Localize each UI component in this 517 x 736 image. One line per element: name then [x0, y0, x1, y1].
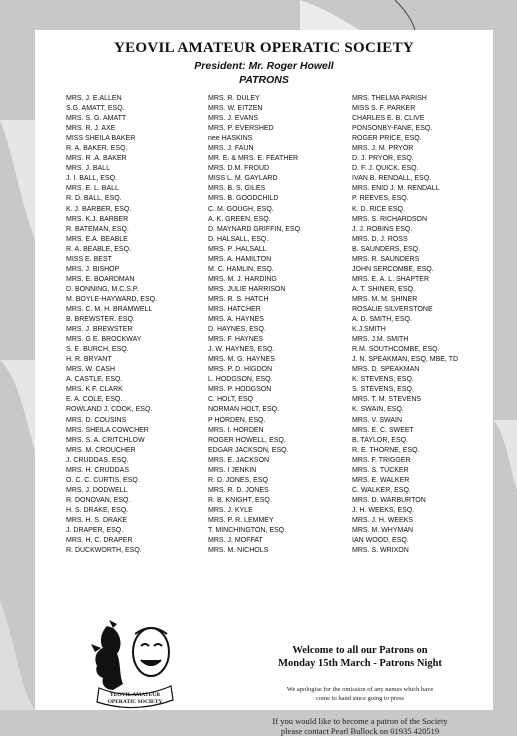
patron-name: MRS. R. J. AXE — [66, 125, 116, 133]
patron-name: K. STEVENS, ESQ. — [352, 376, 414, 384]
patron-name: A. T. SHINER, ESQ. — [352, 285, 415, 293]
patron-name: MRS. J. FAUN — [208, 145, 254, 153]
patron-name: O. C. C. CURTIS, ESQ. — [66, 476, 140, 484]
patrons-column-1 — [66, 94, 157, 556]
patron-name: R. B. KNIGHT, ESQ. — [208, 496, 272, 504]
patron-name: MRS. P. R. LEMMEY — [208, 516, 274, 524]
patron-name: H. R. BRYANT — [66, 356, 112, 364]
patron-name: H. S. DRAKE, ESQ. — [66, 506, 129, 514]
patron-name: J. I. BALL, ESQ. — [66, 175, 117, 183]
patron-name: S.G. AMATT, ESQ. — [66, 105, 125, 113]
patron-name: A. K. GREEN, ESQ. — [208, 215, 271, 223]
patron-name: ROSALIE SILVERSTONE — [352, 305, 433, 313]
patron-name: T. MINCHINGTON, ESQ. — [208, 527, 287, 535]
patron-name: MRS. S. A. CRITCHLOW — [66, 436, 145, 444]
patron-name: C. M. GOUGH, ESQ. — [208, 205, 274, 213]
patron-name: B. SAUNDERS, ESQ. — [352, 245, 421, 253]
patron-name: PONSONBY-FANE, ESQ. — [352, 125, 433, 133]
patron-name: J. J. ROBINS ESQ. — [352, 225, 413, 233]
patron-name: MISS L. M. GAYLARD — [208, 175, 278, 183]
patron-name: MRS. D. COUSINS — [66, 416, 127, 424]
patron-name: MRS. R. SAUNDERS — [352, 255, 420, 263]
patron-name: M. BOYLE-HAYWARD, ESQ. — [66, 295, 158, 303]
patron-name: MRS. B. S. GILES — [208, 185, 266, 193]
patron-name: MRS. S. WRIXON — [352, 547, 409, 555]
patron-name: MRS. S. TUCKER — [352, 466, 409, 474]
patron-name: MRS. M. WHYMAN — [352, 527, 414, 535]
patron-name: P. REEVES, ESQ. — [352, 195, 409, 203]
patron-name: A. D. SMITH, ESQ. — [352, 316, 412, 324]
patron-name: MRS. T. M. STEVENS — [352, 396, 422, 404]
society-title: YEOVIL AMATEUR OPERATIC SOCIETY — [113, 40, 415, 56]
patron-name: MRS. THELMA PARISH — [352, 95, 427, 102]
patron-name: ROGER PRICE, ESQ. — [352, 135, 422, 143]
crest-text-top: YEOVIL AMATEUR — [109, 692, 161, 698]
patron-name: MRS. E. BOARDMAN — [66, 275, 135, 283]
patron-name: MRS. JULIE HARRISON — [208, 285, 286, 293]
patron-name: MISS S. F. PARKER — [352, 105, 416, 113]
patron-name: MRS. H. S. DRAKE — [66, 516, 128, 524]
patron-name: MRS. R. S. HATCH — [208, 295, 269, 303]
patron-name: C. WALKER, ESQ. — [352, 486, 411, 494]
patron-name: R.M. SOUTHCOMBE, ESQ. — [352, 346, 440, 354]
patrons-column-2 — [208, 94, 302, 556]
welcome-line-2: Monday 15th March - Patrons Night — [278, 658, 442, 669]
patron-name: R. A. BAKER, ESQ. — [66, 145, 128, 153]
patron-name: J. N. SPEAKMAN, ESQ, MBE, TD — [352, 356, 459, 364]
patron-name: MRS. HATCHER — [208, 305, 261, 313]
patron-name: MRS. R. D. JONES — [208, 486, 269, 494]
crest-text-bottom: OPERATIC SOCIETY — [107, 699, 163, 705]
patron-name: MRS. S. RICHARDSON — [352, 215, 428, 223]
patron-name: C. HOLT, ESQ — [208, 396, 253, 404]
apology-line-2: come to hand since going to press — [315, 694, 405, 702]
patron-name: MRS. P .HALSALL — [208, 245, 267, 253]
patron-name: MRS. R .A. BAKER — [66, 155, 127, 163]
patron-name: E. A. COLE, ESQ. — [66, 396, 123, 404]
patron-name: MRS. ENID J. M. RENDALL — [352, 185, 440, 193]
patron-name: MISS SHEILA BAKER — [66, 135, 136, 143]
patron-name: D. HALSALL, ESQ. — [208, 235, 269, 243]
patron-name: R. A. BEABLE, ESQ. — [66, 245, 131, 253]
patron-name: S. E. BURCH, ESQ. — [66, 346, 129, 354]
patron-name: R. DONOVAN, ESQ. — [66, 496, 131, 504]
patron-name: MRS. G E. BROCKWAY — [66, 336, 142, 344]
patron-name: MRS. J. DODWELL — [66, 486, 128, 494]
patron-name: MRS. I. HORDEN — [208, 426, 264, 434]
patron-name: MRS. P. D. HIGDON — [208, 366, 273, 374]
patron-name: MRS. J. EVANS — [208, 115, 259, 123]
patron-name: K.J.SMITH — [352, 326, 386, 334]
patron-name: L. HODGSON, ESQ. — [208, 376, 273, 384]
contact-note — [225, 716, 495, 736]
patron-name: MRS. M. J. HARDING — [208, 275, 277, 283]
patron-name: MRS. E. WALKER — [352, 476, 410, 484]
patron-name: MRS. K F. CLARK — [66, 386, 123, 394]
patron-name: MRS. I JENKIN — [208, 466, 257, 474]
patron-name: D. F. J. QUICK, ESQ. — [352, 165, 419, 173]
patron-name: D. BONNING, M.C.S.P. — [66, 285, 139, 293]
patron-name: MRS. M. NICHOLS — [208, 547, 269, 555]
patron-name: ROGER HOWELL, ESQ. — [208, 436, 286, 444]
patron-name: K. D. RICE ESQ. — [352, 205, 405, 213]
contact-line-1: If you would like to become a patron of the Society — [272, 716, 448, 726]
patron-name: MRS. J. KYLE — [208, 506, 253, 514]
apology-note — [225, 686, 495, 703]
patron-name: MRS. F. HAYNES — [208, 336, 264, 344]
patron-name: MRS. J.M. SMITH — [352, 336, 409, 344]
patron-name: MRS. D. WARBURTON — [352, 496, 426, 504]
patron-name: JOHN SERCOMBE, ESQ. — [352, 265, 434, 273]
patron-name: MRS. A. HAYNES — [208, 316, 264, 324]
president-line: President: Mr. Roger Howell — [194, 60, 334, 72]
patron-name: MRS. P. HODGSON — [208, 386, 272, 394]
patron-name: MRS. H. C. DRAPER — [66, 537, 133, 545]
patron-name: J. DRAPER, ESQ. — [66, 527, 124, 535]
patron-name: ROWLAND J. COOK, ESQ. — [66, 406, 153, 414]
patron-name: MRS. E. A. L. SHAPTER — [352, 275, 430, 283]
patron-name: MRS. E. JACKSON — [208, 456, 270, 464]
patron-name: MRS. J. M. PRYOR — [352, 145, 414, 153]
patron-name: J. H. WEEKS, ESQ. — [352, 506, 415, 514]
patron-name: MRS. R. DULEY — [208, 95, 260, 102]
patron-name: MRS. S. G. AMATT — [66, 115, 127, 123]
programme-page — [35, 30, 493, 736]
patron-name: MRS. V. SWAIN — [352, 416, 403, 424]
patron-name: A. CASTLE, ESQ. — [66, 376, 123, 384]
patron-name: M. C. HAMLIN, ESQ. — [208, 265, 274, 273]
patron-name: MRS. M. CROUCHER — [66, 446, 136, 454]
patron-name: B. BREWSTER. ESQ. — [66, 316, 135, 324]
patron-name: P HORDEN, ESQ. — [208, 416, 266, 424]
patron-name: MRS. E. C. SWEET — [352, 426, 414, 434]
patron-name: K. SWAIN, ESQ. — [352, 406, 404, 414]
patron-name: MISS E. BEST — [66, 255, 112, 263]
patron-name: MRS. E. L. BALL — [66, 185, 119, 193]
patron-name: EDGAR JACKSON, ESQ. — [208, 446, 289, 454]
patron-name: D. J. PRYOR, ESQ. — [352, 155, 414, 163]
patron-name: MRS. M. G. HAYNES — [208, 356, 275, 364]
patron-name: MRS. M. M. SHINER — [352, 295, 418, 303]
patron-name: nee HASKINS — [208, 135, 253, 143]
patron-name: K. J. BARBER, ESQ. — [66, 205, 132, 213]
patron-name: MRS. J. MOFFAT — [208, 537, 263, 545]
apology-line-1: We apologise for the omission of any names which have — [286, 686, 434, 693]
patrons-column-3 — [352, 94, 458, 556]
patron-name: MRS. K.J. BARBER — [66, 215, 129, 223]
patron-name: MRS. B. GOODCHILD — [208, 195, 279, 203]
patron-name: MRS. W. CASH — [66, 366, 116, 374]
patron-name: D. MAYNARD GRIFFIN, ESQ. — [208, 225, 302, 233]
patron-name: MRS. A. HAMILTON — [208, 255, 272, 263]
patron-name: NORMAN HOLT, ESQ. — [208, 406, 280, 414]
patron-name: MRS. J. BREWSTER — [66, 326, 133, 334]
patron-name: R. DUCKWORTH, ESQ. — [66, 547, 142, 555]
patron-name: MR. E. & MRS. E. FEATHER — [208, 155, 299, 163]
patron-name: MRS. J. BALL — [66, 165, 110, 173]
patron-name: IVAN B. RENDALL, ESQ. — [352, 175, 432, 183]
patron-name: MRS. J. BISHOP — [66, 265, 120, 273]
patron-name: MRS. D. J. ROSS — [352, 235, 408, 243]
patron-name: R. D. BALL, ESQ. — [66, 195, 122, 203]
society-crest-icon — [79, 614, 189, 714]
patron-name: MRS. C. M. H. BRAMWELL — [66, 305, 153, 313]
patron-name: MRS. D. SPEAKMAN — [352, 366, 420, 374]
patron-name: MRS. P. EVERSHED — [208, 125, 274, 133]
patron-name: J. CRUDDAS, ESQ. — [66, 456, 129, 464]
patron-name: S. STEVENS, ESQ. — [352, 386, 414, 394]
patron-name: J. W. HAYNES, ESQ. — [208, 346, 275, 354]
patron-name: R. BATEMAN, ESQ. — [66, 225, 129, 233]
contact-line-2: please contact Pearl Bullock on 01935 420519 — [280, 726, 440, 736]
patron-name: MRS. SHEILA COWCHER — [66, 426, 149, 434]
patron-name: D. HAYNES, ESQ. — [208, 326, 266, 334]
patron-name: R. D. JONES, ESQ — [208, 476, 268, 484]
welcome-line-1: Welcome to all our Patrons on — [292, 645, 428, 656]
patron-name: B. TAYLOR, ESQ. — [352, 436, 409, 444]
patron-name: MRS. J. H. WEEKS — [352, 516, 414, 524]
patron-name: MRS. W. EITZEN — [208, 105, 263, 113]
patron-name: R. E. THORNE, ESQ. — [352, 446, 420, 454]
patrons-heading: PATRONS — [239, 74, 289, 86]
patron-name: CHARLES E. B. CLIVE — [352, 115, 425, 123]
patron-name: MRS. D.M. FROUD — [208, 165, 270, 173]
patron-name: MRS. E.A. BEABLE — [66, 235, 128, 243]
patron-name: MRS. F. TRIGGER — [352, 456, 411, 464]
welcome-message — [225, 644, 495, 670]
patron-name: MRS. H. CRUDDAS — [66, 466, 130, 474]
patron-name: MRS. J. E.ALLEN — [66, 95, 122, 102]
patron-name: IAN WOOD, ESQ. — [352, 537, 409, 545]
